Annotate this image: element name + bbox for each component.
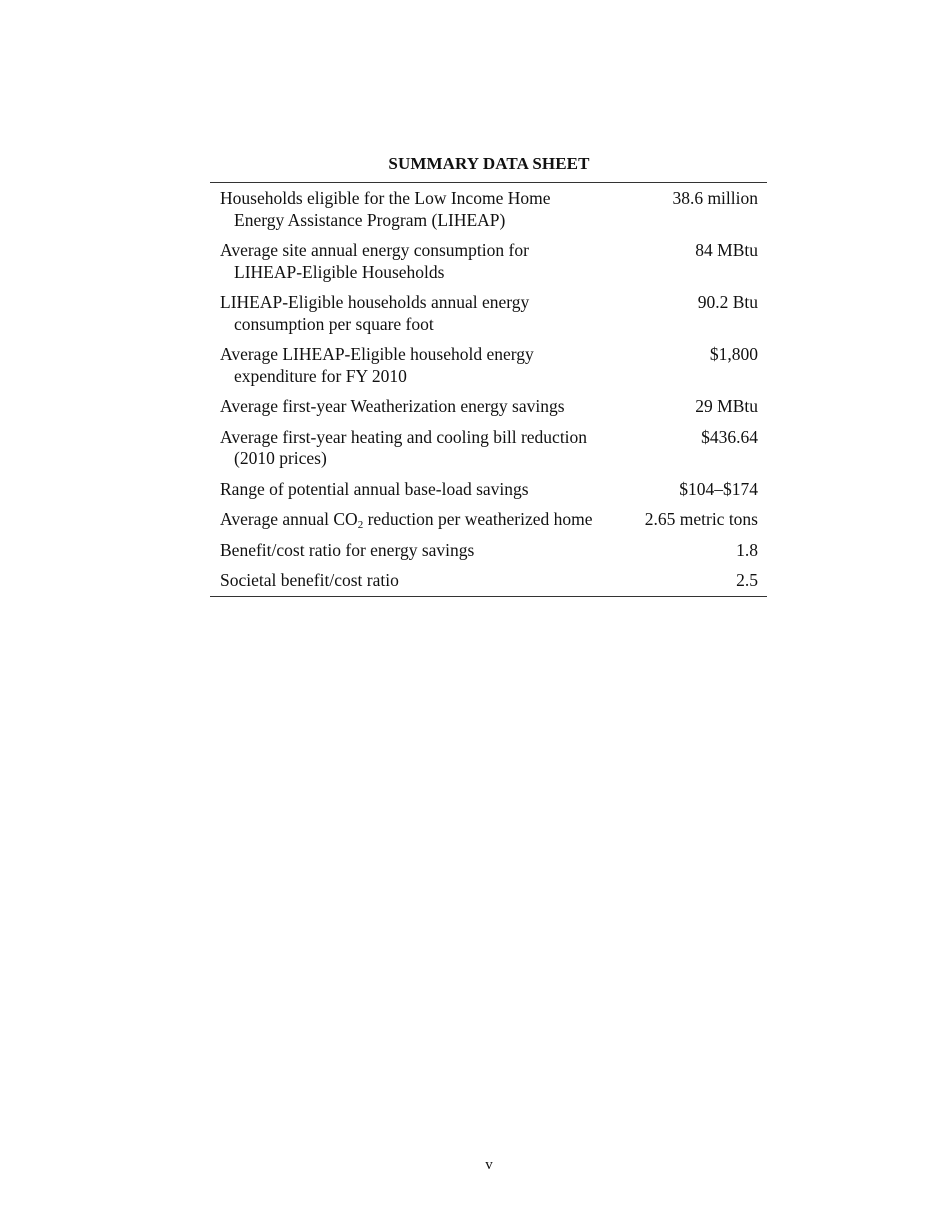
row-value: 29 MBtu <box>695 396 758 416</box>
table-row <box>210 570 767 592</box>
row-label-line1: Range of potential annual base-load savings <box>220 478 529 499</box>
row-value: 2.65 metric tons <box>644 509 758 529</box>
row-label-line2: (2010 prices) <box>234 448 327 468</box>
table-row <box>210 427 767 470</box>
page-number: v <box>485 1157 493 1173</box>
row-value: 2.5 <box>736 570 758 590</box>
row-value: 38.6 million <box>672 188 758 208</box>
row-label-subscript: 2 <box>357 519 364 531</box>
row-label-line2: expenditure for FY 2010 <box>234 365 407 386</box>
row-value: $1,800 <box>709 344 758 364</box>
table-row <box>210 540 767 562</box>
row-label-line1: Average LIHEAP-Eligible household energy <box>220 344 534 364</box>
page-title: SUMMARY DATA SHEET <box>388 154 590 173</box>
row-label-line1: Average first-year Weatherization energy savings <box>220 396 565 416</box>
table-row <box>210 479 767 501</box>
table-row <box>210 240 767 283</box>
row-label-line1: LIHEAP-Eligible households annual energy <box>220 292 530 312</box>
row-label <box>220 344 630 387</box>
row-label-line2: consumption per square foot <box>234 313 434 334</box>
table-row <box>210 344 767 387</box>
row-label <box>220 509 630 531</box>
row-label <box>220 479 630 501</box>
row-label <box>220 240 630 283</box>
row-value: 1.8 <box>736 539 758 560</box>
row-label-line2: Energy Assistance Program (LIHEAP) <box>234 209 506 230</box>
row-value: $436.64 <box>701 426 758 447</box>
table-row <box>210 396 767 418</box>
row-label-line2: LIHEAP-Eligible Households <box>234 261 445 282</box>
row-label-line1 <box>220 509 630 531</box>
row-label <box>220 292 630 335</box>
table-row <box>210 509 767 531</box>
row-label-line1: Societal benefit/cost ratio <box>220 570 399 590</box>
row-label <box>220 188 630 231</box>
row-label-prefix: Average annual CO <box>220 509 358 529</box>
row-label <box>220 540 630 562</box>
row-label-line1: Households eligible for the Low Income Home <box>220 188 551 208</box>
row-value: 84 MBtu <box>695 240 758 260</box>
table-row <box>210 292 767 335</box>
row-label-line1: Benefit/cost ratio for energy savings <box>220 539 475 560</box>
row-label-line1: Average site annual energy consumption for <box>220 240 529 260</box>
row-label <box>220 570 630 592</box>
row-label <box>220 396 630 418</box>
summary-data-table <box>210 182 767 597</box>
table-row <box>210 188 767 231</box>
row-value: 90.2 Btu <box>697 292 758 312</box>
row-label-suffix: reduction per weatherized home <box>363 509 593 529</box>
row-label <box>220 427 630 470</box>
row-value: $104–$174 <box>679 478 758 499</box>
row-label-line1: Average first-year heating and cooling bill reduction <box>220 426 588 447</box>
